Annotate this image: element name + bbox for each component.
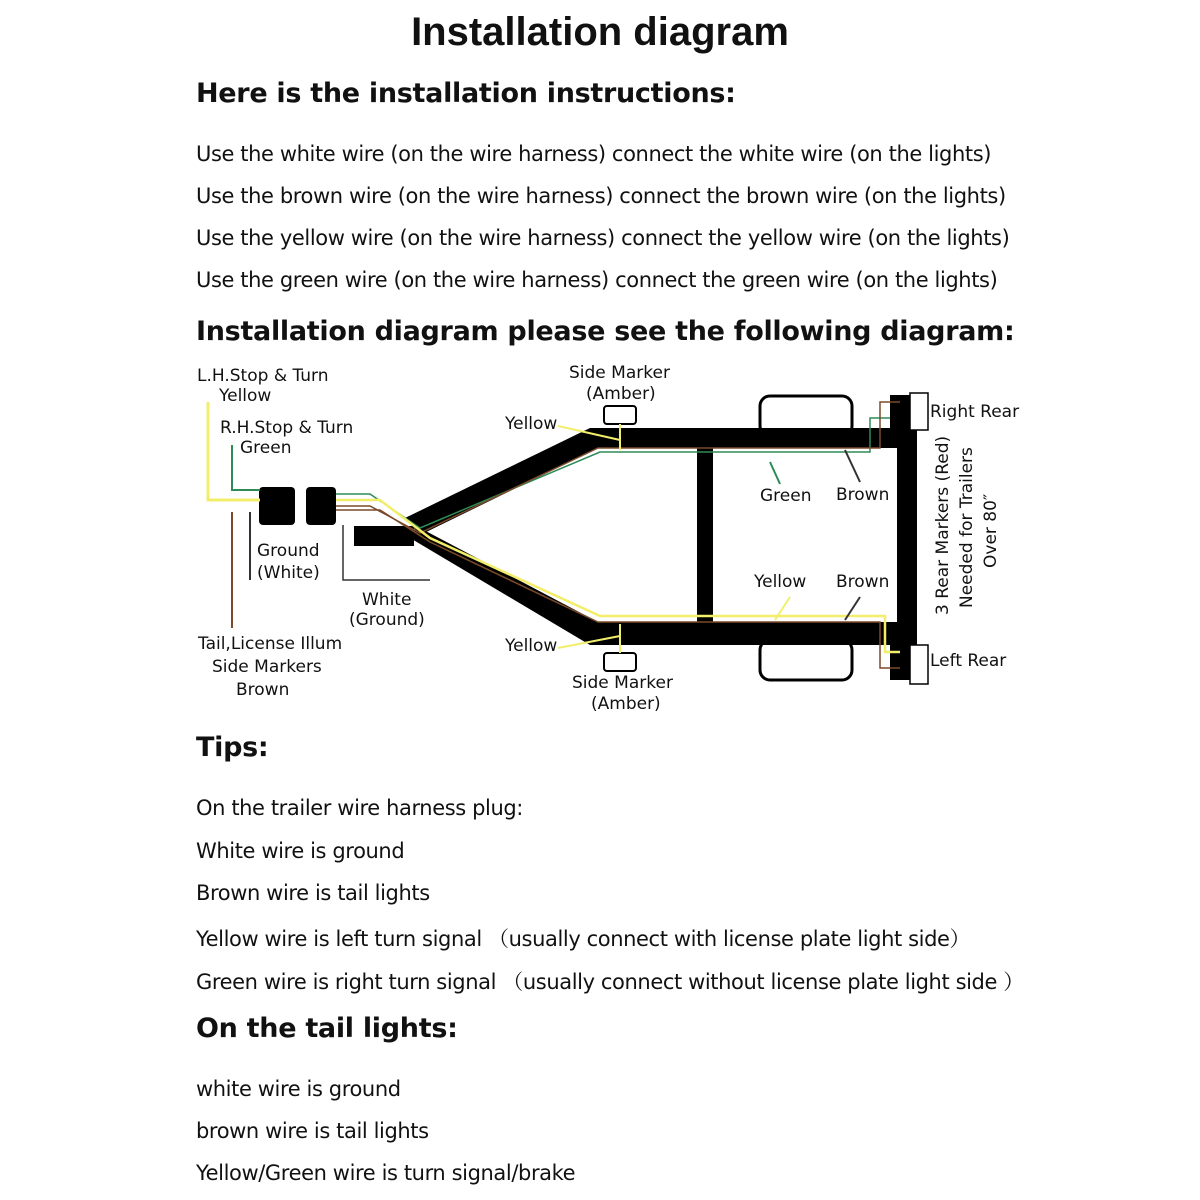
- label-white: White: [362, 590, 412, 610]
- label-side-markers: Side Markers: [212, 657, 322, 677]
- label-yellow-right: Yellow: [754, 572, 807, 592]
- instruction-line: Use the yellow wire (on the wire harness) connect the yellow wire (on the lights): [196, 226, 1010, 250]
- wheel-bottom: [760, 640, 852, 680]
- diagram-heading: Installation diagram please see the following diagram:: [196, 316, 1015, 347]
- left-rear-light: [910, 645, 928, 684]
- label-yellow-bottom: Yellow: [505, 636, 558, 656]
- side-marker-bottom-icon: [604, 653, 636, 671]
- label-side-marker-top: Side Marker: [569, 363, 670, 383]
- tip-line: White wire is ground: [196, 839, 405, 863]
- label-needed: Needed for Trailers: [957, 447, 977, 608]
- label-yellow-top: Yellow: [505, 414, 558, 434]
- label-side-marker-bottom: Side Marker: [572, 673, 673, 693]
- tip-line: Green wire is right turn signal （usually connect without license plate light side ）: [196, 970, 1024, 994]
- tip-line: Brown wire is tail lights: [196, 881, 430, 905]
- label-brown: Brown: [236, 680, 290, 700]
- label-ground-white: (White): [257, 563, 320, 583]
- right-rear-light: [910, 393, 928, 430]
- label-brown-bottom: Brown: [836, 572, 890, 592]
- trailer-frame: [354, 395, 917, 680]
- label-green: Green: [760, 486, 812, 506]
- label-ground: Ground: [257, 541, 320, 561]
- label-left-rear: Left Rear: [930, 651, 1007, 671]
- label-amber-top: (Amber): [586, 384, 656, 404]
- label-lh-stop: L.H.Stop & Turn: [197, 366, 329, 386]
- instruction-line: Use the green wire (on the wire harness) connect the green wire (on the lights): [196, 268, 998, 292]
- label-white-ground: (Ground): [349, 610, 425, 630]
- label-rear-markers: 3 Rear Markers (Red): [933, 435, 953, 615]
- label-amber-bottom: (Amber): [591, 694, 661, 714]
- label-rh-stop: R.H.Stop & Turn: [220, 418, 354, 438]
- tail-lights-heading: On the tail lights:: [196, 1013, 458, 1044]
- tail-light-line: Yellow/Green wire is turn signal/brake: [196, 1161, 576, 1185]
- tip-line: On the trailer wire harness plug:: [196, 796, 523, 820]
- page-title: Installation diagram: [411, 10, 789, 54]
- label-right-rear: Right Rear: [930, 402, 1020, 422]
- label-over-80: Over 80″: [981, 493, 1001, 568]
- connector-plug-icon: [259, 487, 295, 525]
- tip-line: Yellow wire is left turn signal （usually connect with license plate light side）: [196, 927, 971, 951]
- label-rh-green: Green: [240, 438, 292, 458]
- label-brown-top: Brown: [836, 485, 890, 505]
- connector-socket-icon: [306, 487, 336, 525]
- instruction-line: Use the brown wire (on the wire harness) connect the brown wire (on the lights): [196, 184, 1006, 208]
- tail-light-line: brown wire is tail lights: [196, 1119, 429, 1143]
- tips-heading: Tips:: [196, 732, 269, 763]
- tail-light-line: white wire is ground: [196, 1077, 401, 1101]
- label-tail: Tail,License Illum: [198, 634, 343, 654]
- side-marker-top-icon: [604, 406, 636, 424]
- instruction-line: Use the white wire (on the wire harness) connect the white wire (on the lights): [196, 142, 992, 166]
- instructions-heading: Here is the installation instructions:: [196, 78, 736, 109]
- label-lh-yellow: Yellow: [219, 386, 272, 406]
